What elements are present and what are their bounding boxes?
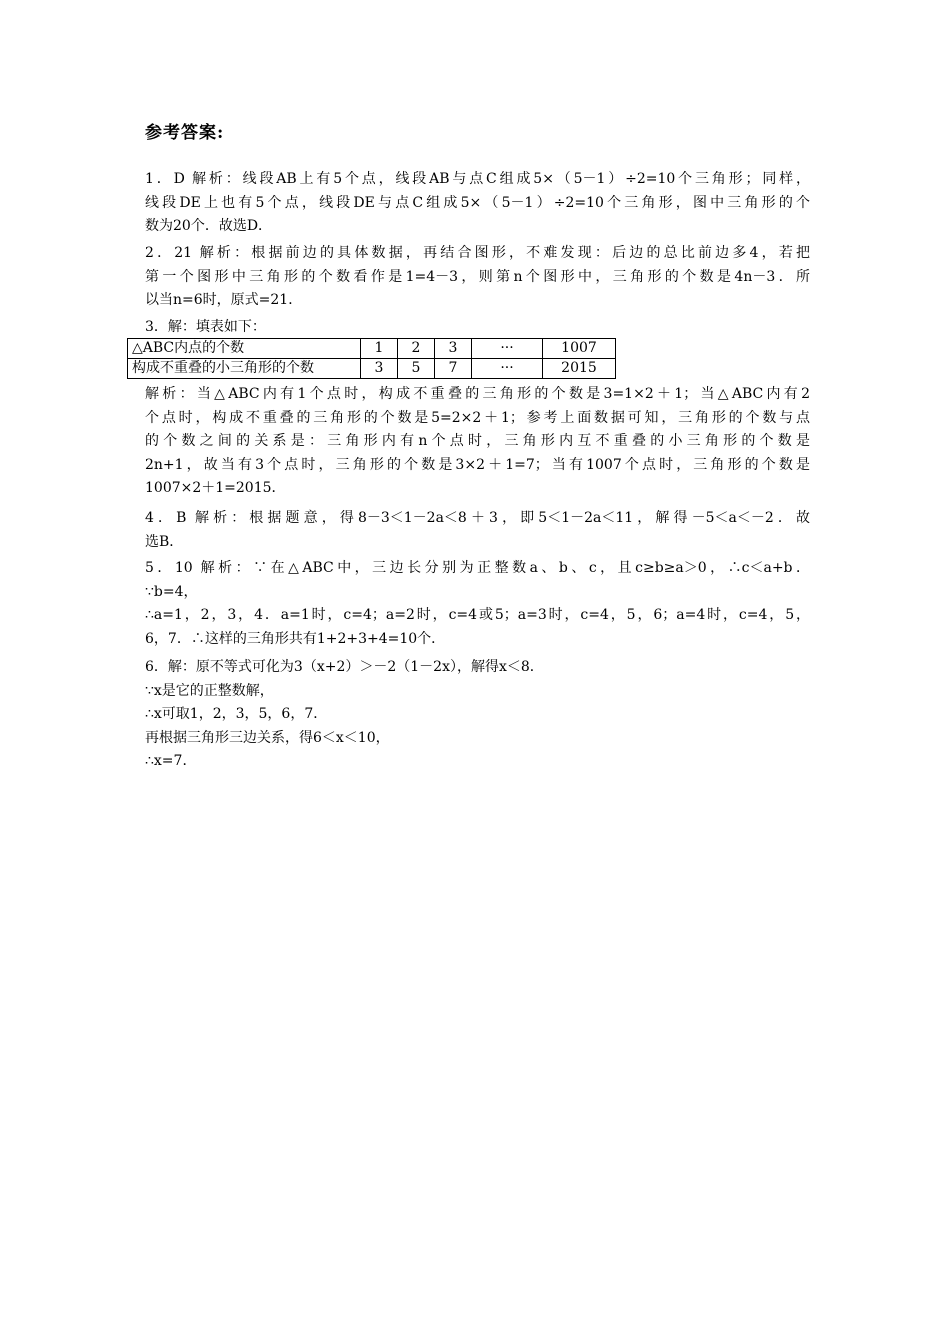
table-cell: 7 <box>435 359 472 379</box>
answer-3-intro-line: 3．解：填表如下： <box>145 319 266 335</box>
answer-6-line: 6．解：原不等式可化为3（x+2）＞－2（1－2x），解得x＜8． <box>145 659 544 675</box>
table-cell: ··· <box>472 359 543 379</box>
answer-6 <box>145 656 810 774</box>
answer-3-table <box>127 338 616 379</box>
answer-6-line: 再根据三角形三边关系，得6＜x＜10， <box>145 729 390 746</box>
answer-2 <box>145 242 810 313</box>
table-cell: 2 <box>398 339 435 359</box>
answer-6-line: ∴x=7． <box>145 753 197 769</box>
table-cell: 5 <box>398 359 435 379</box>
table-cell: 1 <box>361 339 398 359</box>
answer-3-line: 1007×2＋1=2015． <box>145 480 286 496</box>
answer-5 <box>145 557 810 651</box>
answer-3-line: 的个数之间的关系是：三角形内有n个点时，三角形内互不重叠的小三角形的个数是 <box>145 433 810 449</box>
answer-4 <box>145 507 810 554</box>
answer-6-line: ∵x是它的正整数解， <box>145 682 274 699</box>
answer-1 <box>145 168 810 239</box>
table-row <box>128 339 616 359</box>
answer-6-line: ∴x可取1，2，3，5，6，7． <box>145 706 328 722</box>
answer-2-line: 以当n=6时，原式=21． <box>145 292 303 308</box>
answer-4-line: 4．B 解析：根据题意，得8－3＜1－2a＜8＋3，即5＜1－2a＜11，解得－5＜a＜－2．故 <box>145 510 810 526</box>
answer-3-line: 2n+1，故当有3个点时，三角形的个数是3×2＋1=7；当有1007个点时，三角形的个数是 <box>145 456 810 473</box>
page-title: 参考答案: <box>145 123 225 143</box>
answer-2-line: 2．21 解析：根据前边的具体数据，再结合图形，不难发现：后边的总比前边多4，若把 <box>145 245 810 261</box>
table-cell: 2015 <box>543 359 616 379</box>
answer-3-intro <box>145 316 810 340</box>
table-cell: 1007 <box>543 339 616 359</box>
answer-3-analysis <box>145 383 810 501</box>
table-row <box>128 359 616 379</box>
answer-5-line: ∴a=1，2，3，4．a=1时，c=4；a=2时，c=4或5；a=3时，c=4，5，6；a=4时，c=4，5， <box>145 607 810 623</box>
answer-5-line: ∵b=4， <box>145 583 198 600</box>
answer-3-line: 个点时，构成不重叠的三角形的个数是5=2×2＋1；参考上面数据可知，三角形的个数与点 <box>145 409 810 426</box>
table-cell: △ABC内点的个数 <box>128 339 361 359</box>
table-cell: 构成不重叠的小三角形的个数 <box>128 359 361 379</box>
table-cell: 3 <box>435 339 472 359</box>
answer-2-line: 第一个图形中三角形的个数看作是1=4－3，则第n个图形中，三角形的个数是4n－3．所 <box>145 268 810 285</box>
table-cell: ··· <box>472 339 543 359</box>
answer-1-line: 1．D 解析：线段AB上有5个点，线段AB与点C组成5×（5－1）÷2=10个三角形；同样， <box>145 171 810 187</box>
answer-3-line: 解析：当△ABC内有1个点时，构成不重叠的三角形的个数是3=1×2＋1；当△ABC内有2 <box>145 386 810 402</box>
answer-1-line: 线段DE上也有5个点，线段DE与点C组成5×（5－1）÷2=10个三角形，图中三角形的个 <box>145 194 810 211</box>
answer-5-line: 5．10 解析：∵在△ABC中，三边长分别为正整数a、b、c，且c≥b≥a＞0，∴c＜a+b． <box>145 560 810 576</box>
answer-1-line: 数为20个．故选D． <box>145 218 273 234</box>
answer-4-line: 选B． <box>145 533 184 550</box>
table-cell: 3 <box>361 359 398 379</box>
answer-5-line: 6，7．∴这样的三角形共有1+2+3+4=10个． <box>145 630 446 647</box>
